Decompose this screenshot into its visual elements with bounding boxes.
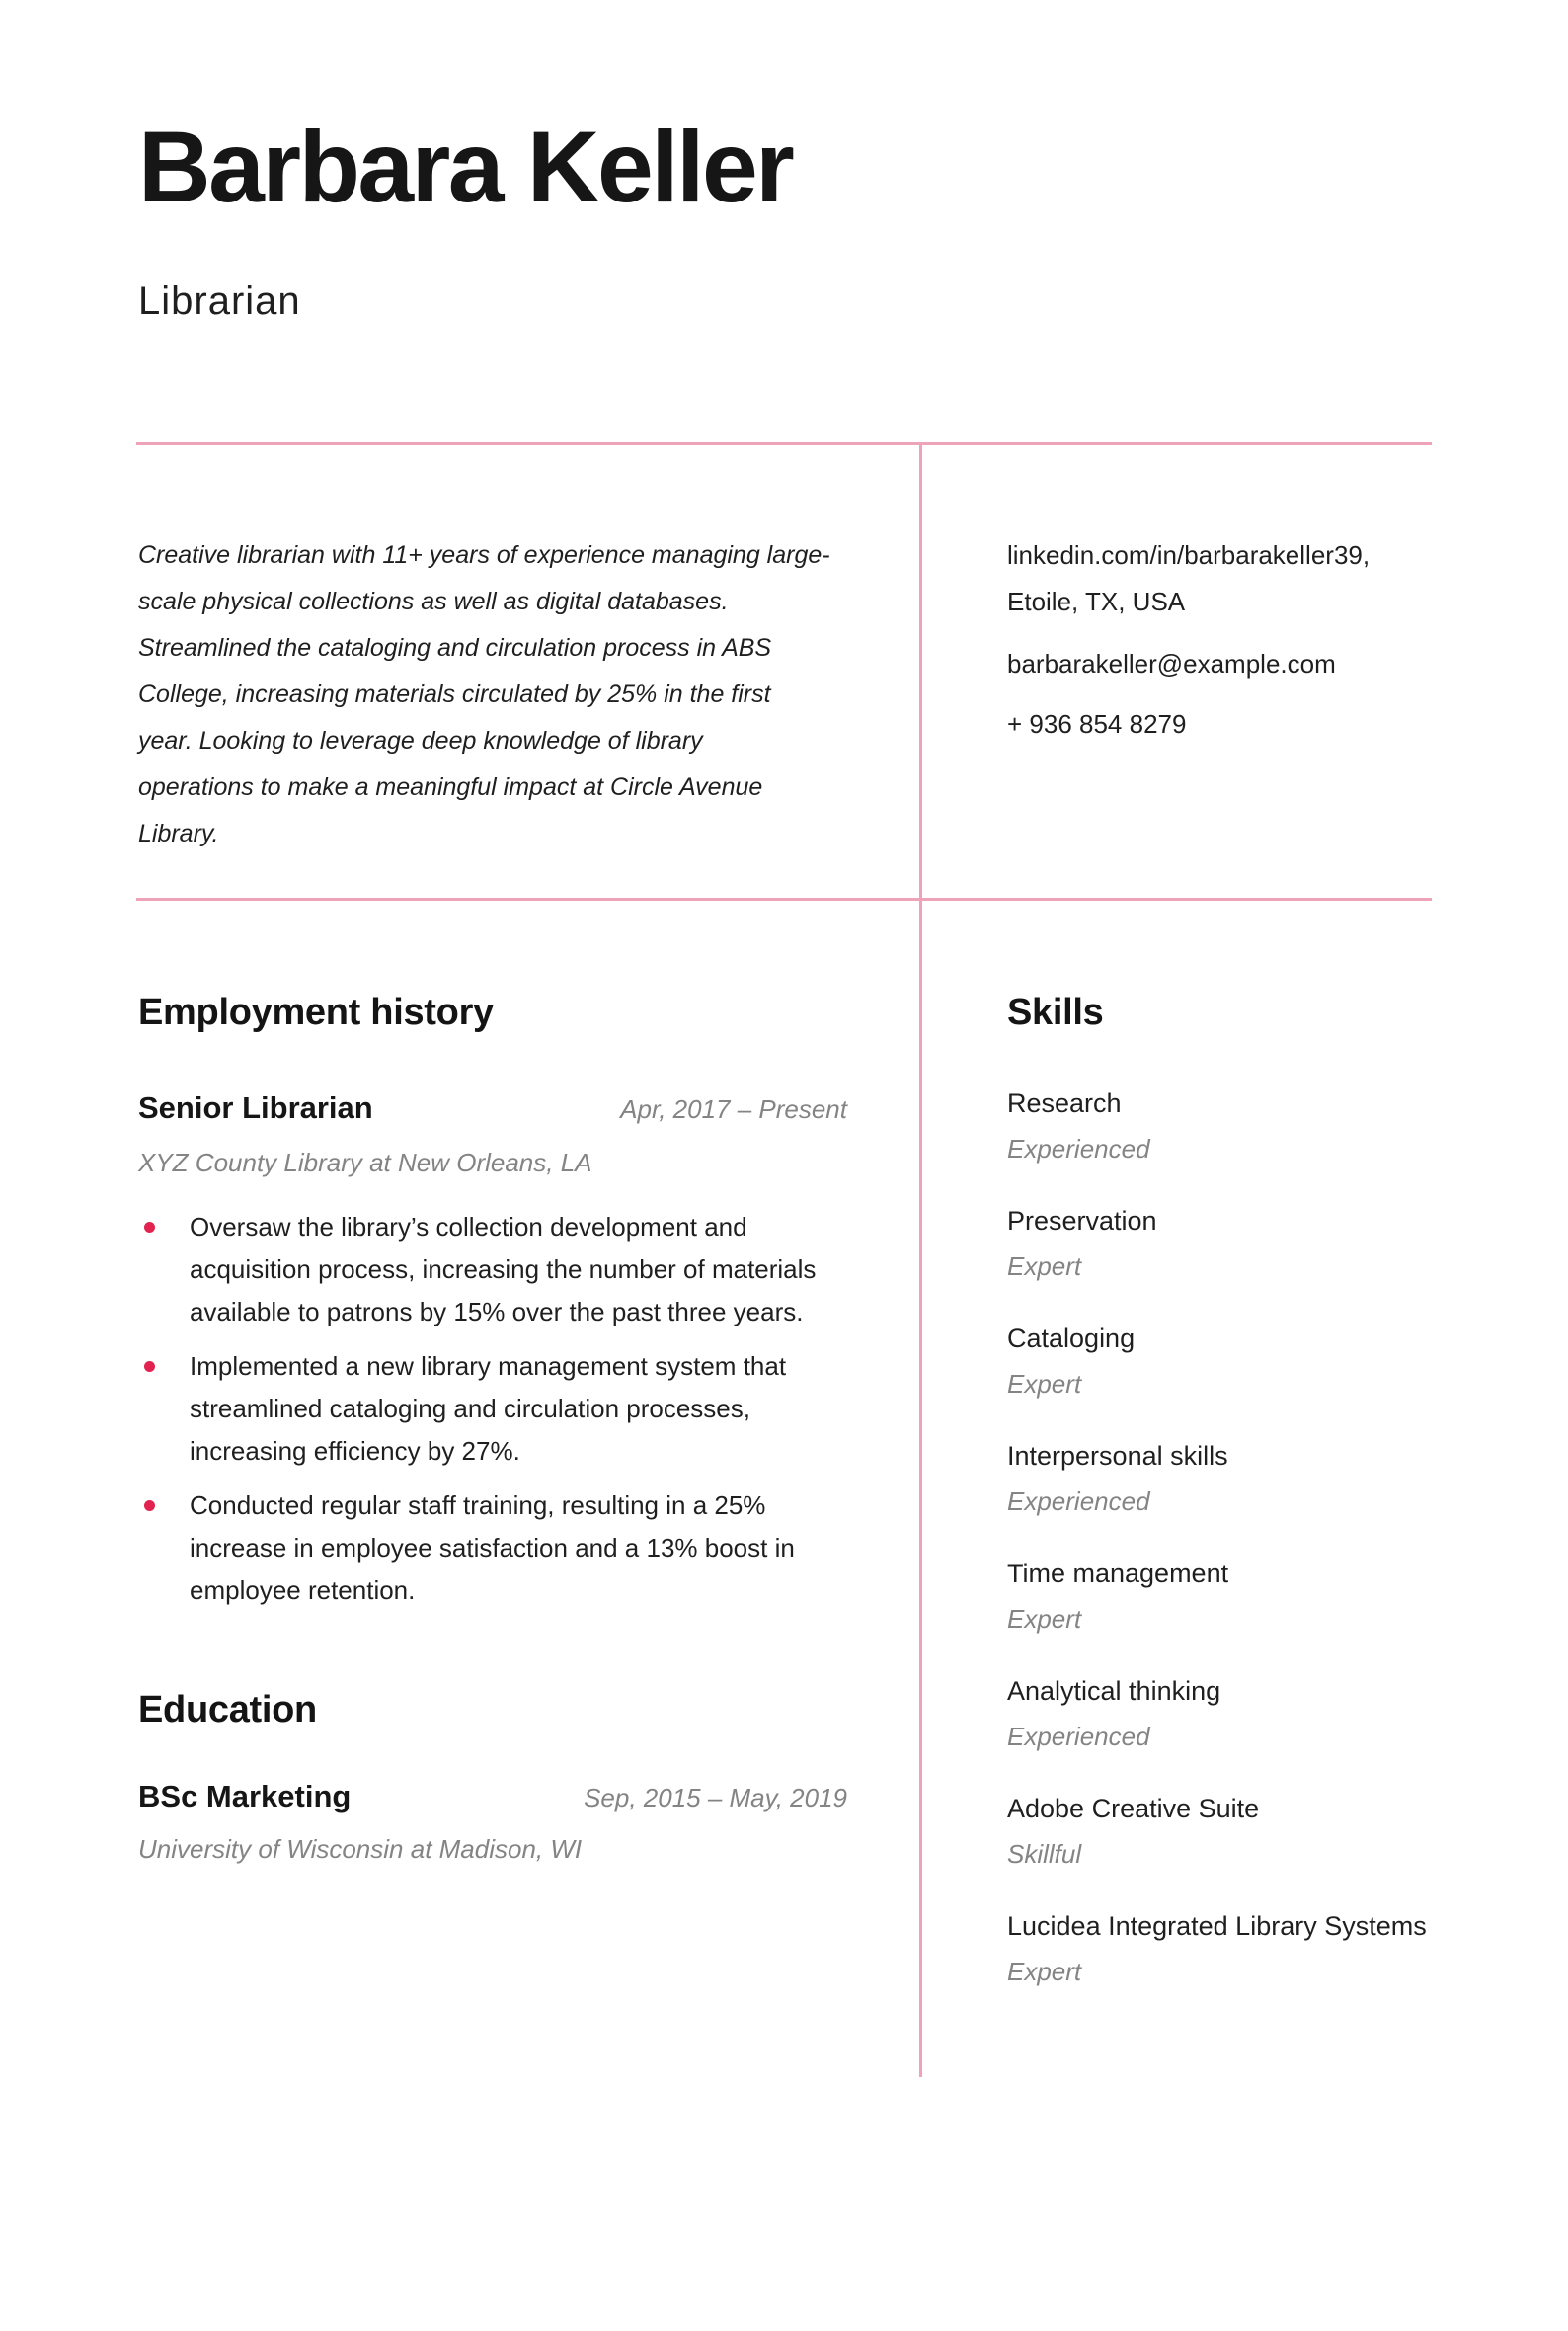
job-bullet-item <box>138 1345 847 1473</box>
skills-section-title: Skills <box>1007 992 1104 1034</box>
skill-level: Experienced <box>1007 1722 1150 1752</box>
contact-address-group <box>1007 532 1432 625</box>
job-organization: XYZ County Library at New Orleans, LA <box>138 1148 592 1178</box>
skill-item <box>1007 1555 1432 1638</box>
job-dates: Apr, 2017 – Present <box>620 1094 847 1125</box>
education-entry-header <box>138 1777 847 1817</box>
employment-education-column <box>136 901 919 2077</box>
skill-item <box>1007 1320 1432 1403</box>
education-section-title: Education <box>138 1689 317 1731</box>
skill-name: Analytical thinking <box>1007 1676 1221 1707</box>
employment-section-title: Employment history <box>138 992 494 1034</box>
skill-item <box>1007 1790 1432 1873</box>
skill-item <box>1007 1202 1432 1285</box>
skill-name: Cataloging <box>1007 1324 1136 1354</box>
contact-column <box>919 445 1432 898</box>
summary-column <box>136 445 919 898</box>
skill-name: Time management <box>1007 1559 1229 1589</box>
education-entry <box>138 1777 847 1867</box>
linkedin-link[interactable]: linkedin.com/in/barbarakeller39, <box>1007 540 1371 571</box>
skill-item <box>1007 1085 1432 1167</box>
skill-item <box>1007 1907 1432 1990</box>
job-bullet-item <box>138 1206 847 1333</box>
degree-title: BSc Marketing <box>138 1779 352 1814</box>
skill-name: Preservation <box>1007 1206 1157 1237</box>
skill-item <box>1007 1672 1432 1755</box>
person-name: Barbara Keller <box>138 111 793 223</box>
summary-line: scale physical collections as well as digital databases. <box>138 588 729 616</box>
bullet-dot-icon <box>144 1222 155 1233</box>
school-name: University of Wisconsin at Madison, WI <box>138 1834 583 1865</box>
education-dates: Sep, 2015 – May, 2019 <box>584 1783 847 1813</box>
job-bullet-item <box>138 1485 847 1612</box>
person-job-title: Librarian <box>138 280 301 324</box>
summary-line: operations to make a meaningful impact at Circle Avenue <box>138 773 763 802</box>
phone-link[interactable]: + 936 854 8279 <box>1007 709 1187 740</box>
summary-line: College, increasing materials circulated by 25% in the first <box>138 681 771 709</box>
job-bullet-text: Oversaw the library’s collection development and acquisition process, increasing the number of materials available to patrons by 15% over the past three years. <box>190 1212 817 1327</box>
job-entry-header <box>138 1088 847 1129</box>
skill-level: Skillful <box>1007 1839 1082 1870</box>
location-text: Etoile, TX, USA <box>1007 587 1186 617</box>
job-bullet-list <box>138 1206 847 1612</box>
skill-name: Lucidea Integrated Library Systems <box>1007 1911 1427 1942</box>
job-bullet-text: Conducted regular staff training, resulting in a 25% increase in employee satisfaction and a 13% boost in employee retention. <box>190 1490 795 1606</box>
resume-page <box>0 111 1568 2331</box>
contact-email-group <box>1007 641 1432 687</box>
summary-line: Creative librarian with 11+ years of experience managing large- <box>138 541 830 570</box>
summary-contact-section <box>136 442 1432 901</box>
job-title-text: Senior Librarian <box>138 1090 373 1126</box>
skill-name: Research <box>1007 1088 1122 1119</box>
job-bullet-text: Implemented a new library management system that streamlined cataloging and circulation processes, increasing efficiency by 27%. <box>190 1351 787 1467</box>
main-section <box>136 901 1432 2077</box>
summary-line: Library. <box>138 820 219 848</box>
skill-name: Adobe Creative Suite <box>1007 1794 1260 1824</box>
skill-item <box>1007 1437 1432 1520</box>
skill-level: Expert <box>1007 1369 1082 1400</box>
bullet-dot-icon <box>144 1500 155 1511</box>
skill-name: Interpersonal skills <box>1007 1441 1228 1472</box>
skill-level: Expert <box>1007 1604 1082 1635</box>
email-link[interactable]: barbarakeller@example.com <box>1007 649 1336 680</box>
skills-column <box>919 901 1432 2077</box>
job-entry <box>138 1088 847 1612</box>
skill-level: Experienced <box>1007 1487 1150 1517</box>
summary-line: year. Looking to leverage deep knowledge of library <box>138 727 703 756</box>
summary-line: Streamlined the cataloging and circulation process in ABS <box>138 634 772 663</box>
skill-level: Experienced <box>1007 1134 1150 1165</box>
bullet-dot-icon <box>144 1361 155 1372</box>
skill-level: Expert <box>1007 1957 1082 1987</box>
skill-level: Expert <box>1007 1251 1082 1282</box>
